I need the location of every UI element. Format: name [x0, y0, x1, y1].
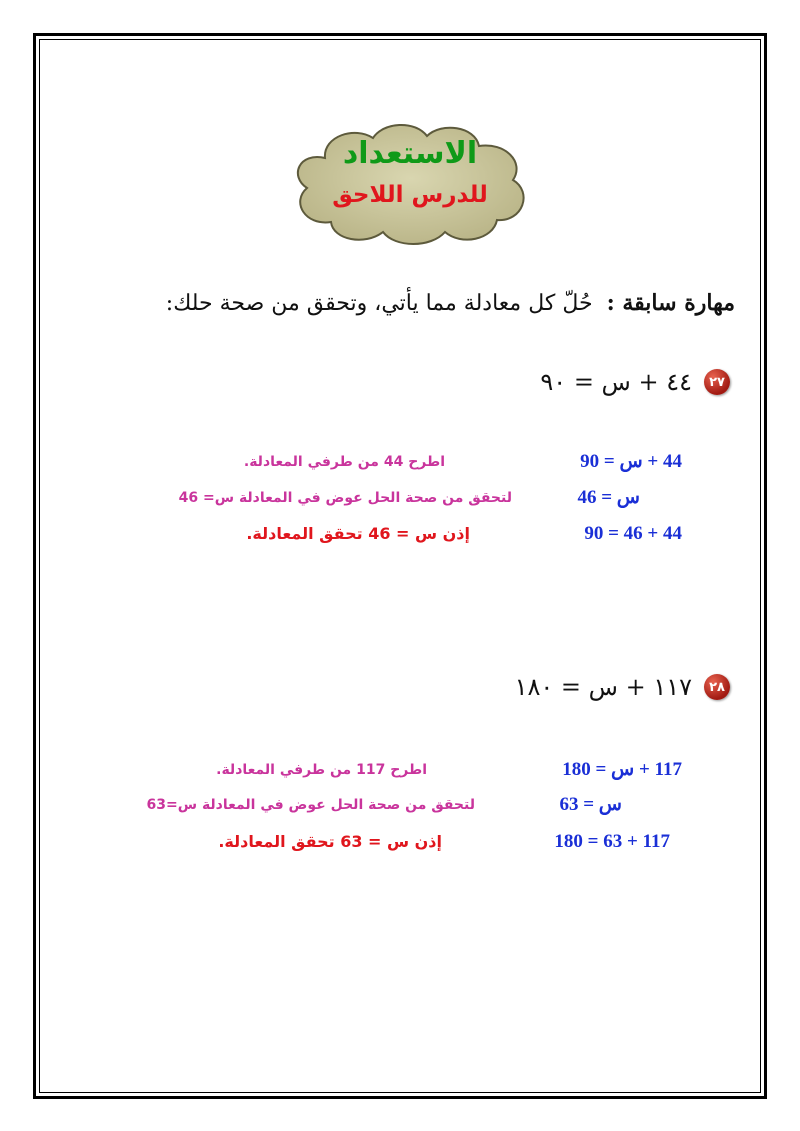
problem-number-badge: ٢٧ — [704, 369, 730, 395]
header-subtitle: للدرس اللاحق — [332, 182, 488, 208]
step-math: 117 + 63 = 180 — [554, 831, 670, 852]
step-conclusion: إذن س = 63 تحقق المعادلة. — [218, 832, 442, 851]
step-note: اطرح 117 من طرفي المعادلة. — [216, 762, 427, 778]
step-math: 44 + 46 = 90 — [584, 523, 682, 544]
header-cloud — [285, 118, 535, 248]
step-note: اطرح 44 من طرفي المعادلة. — [243, 454, 445, 470]
step-math: 117 + س = 180 — [562, 759, 682, 780]
step-note: لتحقق من صحة الحل عوض في المعادلة س=63 — [146, 797, 475, 813]
problem-equation: ٤٤ + س = ٩٠ — [540, 368, 692, 396]
problem-27-header — [540, 362, 730, 402]
problem-equation: ١١٧ + س = ١٨٠ — [514, 673, 692, 701]
header-title: الاستعداد — [342, 136, 478, 171]
step-math: س = 63 — [559, 794, 622, 815]
step-math: 44 + س = 90 — [580, 451, 682, 472]
skill-label: مهارة سابقة : — [606, 290, 735, 316]
problem-number-badge: ٢٨ — [704, 674, 730, 700]
step-note: لتحقق من صحة الحل عوض في المعادلة س= 46 — [178, 490, 512, 506]
problem-28-header — [515, 667, 730, 707]
step-math: س = 46 — [577, 487, 640, 508]
step-conclusion: إذن س = 46 تحقق المعادلة. — [246, 524, 470, 543]
instruction-line — [115, 290, 735, 330]
instruction-text: حُلّ كل معادلة مما يأتي، وتحقق من صحة حلك: — [165, 291, 593, 316]
